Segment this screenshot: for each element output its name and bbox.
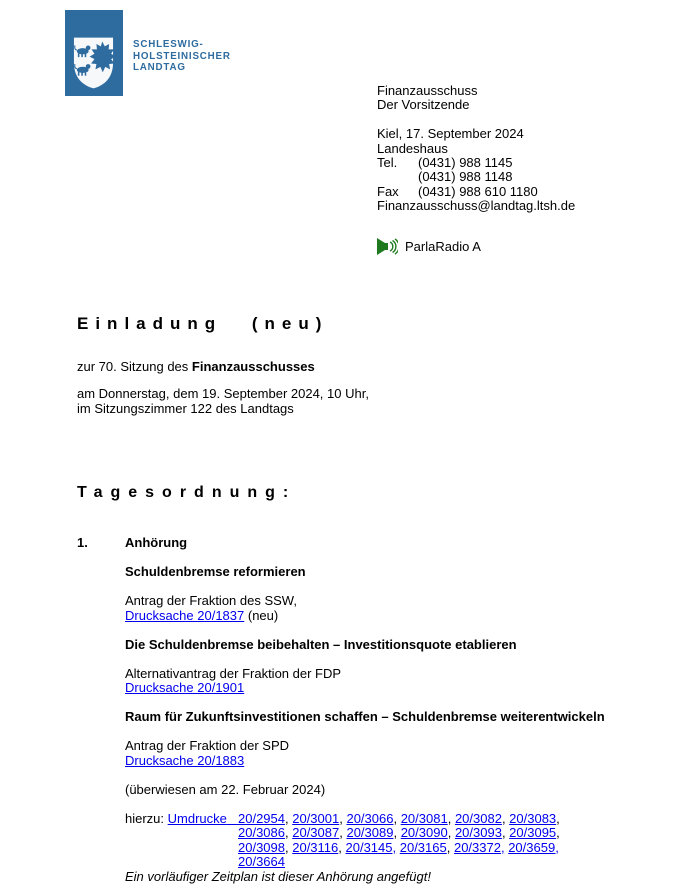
umdrucke-row: 20/3098, 20/3116, 20/3145, 20/3165, 20/3372, 20/3659, bbox=[238, 839, 559, 855]
motion-drucksache-line bbox=[125, 609, 671, 624]
umdruck-link[interactable]: 20/2954 bbox=[238, 810, 285, 826]
fax-row bbox=[377, 185, 575, 199]
motion-mover: Antrag der Fraktion der SPD bbox=[125, 738, 290, 753]
motion-block bbox=[125, 710, 671, 768]
schedule-note: Ein vorläufiger Zeitplan ist dieser Anhörung angefügt! bbox=[125, 868, 431, 884]
umdruck-link[interactable]: 20/3664 bbox=[238, 854, 285, 869]
logo-line: SCHLESWIG- bbox=[133, 39, 204, 50]
session-line bbox=[77, 359, 315, 374]
spacer bbox=[377, 113, 575, 127]
umdrucke-block bbox=[125, 812, 671, 870]
umdruck-link[interactable]: 20/3116 bbox=[292, 839, 339, 855]
umdruck-link[interactable]: 20/3082 bbox=[454, 810, 502, 826]
speaker-icon[interactable] bbox=[377, 238, 398, 255]
location-line: im Sitzungszimmer 122 des Landtags bbox=[77, 400, 294, 416]
umdruck-link[interactable]: 20/3001 bbox=[292, 810, 340, 826]
drucksache-link[interactable]: Drucksache 20/1901 bbox=[125, 680, 245, 695]
session-prefix: zur 70. Sitzung des bbox=[77, 359, 192, 374]
umdrucke-left bbox=[125, 812, 238, 827]
datetime-line: am Donnerstag, dem 19. September 2024, 10 Uhr, bbox=[77, 386, 369, 401]
umdruck-link[interactable]: 20/3089 bbox=[346, 825, 394, 840]
parlaradio-link[interactable] bbox=[377, 238, 481, 255]
umdruck-link[interactable]: 20/3659, bbox=[508, 839, 559, 855]
umdrucke-row: 20/3086, 20/3087, 20/3089, 20/3090, 20/3093, 20/3095, bbox=[238, 825, 560, 840]
motion-drucksache-line bbox=[125, 681, 671, 696]
motion-block bbox=[125, 638, 671, 696]
coat-of-arms-icon bbox=[72, 36, 115, 90]
logo-line: LANDTAG bbox=[133, 62, 186, 74]
umdrucke-row: 20/2954, 20/3001, 20/3066, 20/3081, 20/3082, 20/3083, bbox=[238, 810, 560, 826]
umdrucke-label-text[interactable]: Umdrucke bbox=[167, 810, 227, 826]
umdruck-link[interactable]: 20/3081 bbox=[400, 810, 448, 826]
drucksache-link[interactable]: Drucksache 20/1837 bbox=[125, 607, 245, 623]
sender-email: Finanzausschuss@landtag.ltsh.de bbox=[377, 198, 576, 214]
drucksache-suffix: (neu) bbox=[244, 607, 279, 623]
tel-row bbox=[377, 156, 575, 170]
umdrucke-row bbox=[238, 855, 671, 870]
motion-title: Schuldenbremse reformieren bbox=[125, 564, 306, 579]
logo-line: HOLSTEINISCHER bbox=[133, 50, 231, 62]
sender-block bbox=[377, 84, 575, 214]
umdrucke-label-link[interactable] bbox=[168, 811, 242, 826]
motion-mover: Antrag der Fraktion des SSW, bbox=[125, 593, 297, 608]
tel-number: (0431) 988 1145 bbox=[418, 155, 513, 171]
sender-role: Der Vorsitzende bbox=[377, 97, 470, 113]
umdruck-link[interactable]: 20/3066 bbox=[346, 810, 394, 826]
datetime-block bbox=[77, 387, 369, 416]
drucksache-link[interactable]: Drucksache 20/1883 bbox=[125, 752, 245, 768]
motion-block bbox=[125, 565, 671, 623]
sender-committee: Finanzausschuss bbox=[377, 83, 478, 98]
parlaradio-label[interactable]: ParlaRadio A bbox=[405, 239, 481, 254]
umdruck-link[interactable]: 20/3086 bbox=[238, 825, 285, 840]
tel-row bbox=[377, 170, 575, 184]
umdruck-link[interactable]: 20/3093 bbox=[454, 825, 502, 840]
hierzu-label: hierzu: bbox=[125, 810, 165, 826]
agenda-item-title: Anhörung bbox=[125, 535, 188, 550]
agenda-item-1 bbox=[77, 536, 671, 884]
tel-label-empty bbox=[377, 170, 418, 184]
fax-number: (0431) 988 610 1180 bbox=[418, 183, 538, 199]
referral-line: (überwiesen am 22. Februar 2024) bbox=[125, 781, 326, 797]
motion-title: Raum für Zukunftsinvestitionen schaffen – Schuldenbremse weiterentwickeln bbox=[125, 709, 605, 724]
session-committee: Finanzausschusses bbox=[191, 359, 315, 374]
invitation-title: Einladung (neu) bbox=[77, 314, 329, 333]
agenda-item-number: 1. bbox=[77, 535, 88, 550]
motion-mover: Alternativantrag der Fraktion der FDP bbox=[125, 665, 342, 681]
umdruck-link[interactable]: 20/3087 bbox=[292, 825, 340, 840]
agenda-heading: Tagesordnung: bbox=[77, 484, 297, 501]
landtag-logo bbox=[65, 10, 123, 96]
landtag-logo-text bbox=[133, 39, 231, 74]
tel-label: Tel. bbox=[377, 155, 398, 171]
umdruck-link[interactable]: 20/3372, bbox=[453, 839, 505, 855]
fax-label: Fax bbox=[377, 183, 399, 199]
umdruck-link[interactable]: 20/3098 bbox=[238, 839, 285, 855]
agenda-item-content bbox=[125, 536, 671, 884]
tel-number: (0431) 988 1148 bbox=[418, 169, 513, 185]
umdruck-link[interactable]: 20/3165 bbox=[399, 839, 447, 855]
umdruck-link[interactable]: 20/3090 bbox=[400, 825, 448, 840]
sender-building: Landeshaus bbox=[377, 140, 448, 156]
umdruck-link[interactable]: 20/3083 bbox=[509, 810, 557, 826]
umdruck-link[interactable]: 20/3095 bbox=[509, 825, 557, 840]
umdruck-link[interactable]: 20/3145, bbox=[345, 839, 397, 855]
umdrucke-number-rows bbox=[238, 812, 671, 870]
motion-drucksache-line bbox=[125, 754, 671, 769]
sender-place-date: Kiel, 17. September 2024 bbox=[377, 126, 524, 142]
motion-title: Die Schuldenbremse beibehalten – Investitionsquote etablieren bbox=[125, 636, 517, 652]
